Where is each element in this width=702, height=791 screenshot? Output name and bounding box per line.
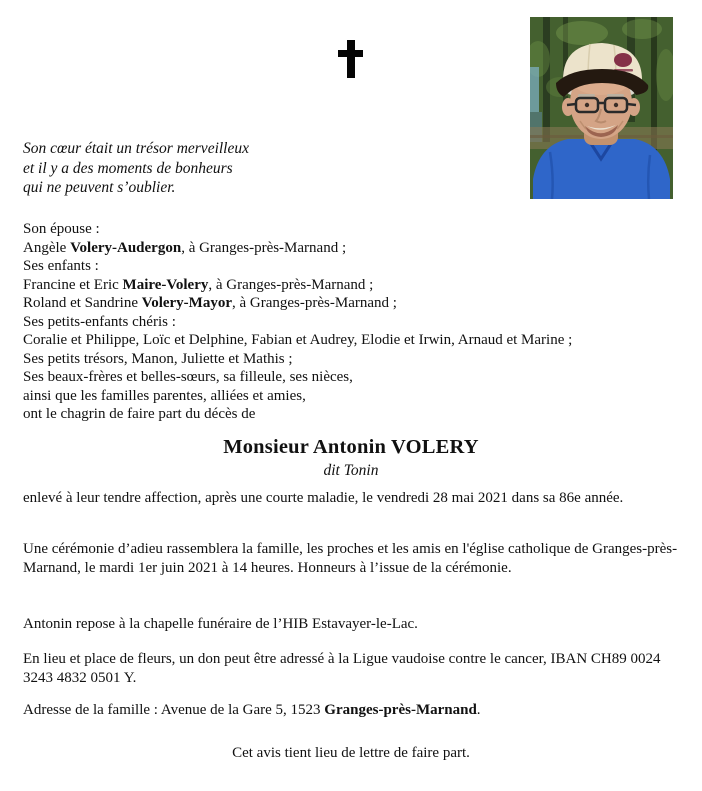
cross-icon [338, 40, 363, 78]
deceased-name-block [0, 436, 702, 480]
portrait-photo-svg [530, 17, 673, 199]
epigraph-line: Son cœur était un trésor merveilleux [23, 140, 249, 157]
repose-details: Antonin repose à la chapelle funéraire de l’HIB Estavayer-le-Lac. [23, 616, 418, 632]
deceased-nickname: dit Tonin [323, 462, 379, 479]
epigraph [23, 139, 249, 198]
family-line: Francine et Eric Maire-Volery, à Granges-près-Marnand ; [23, 276, 374, 293]
donation-details: En lieu et place de fleurs, un don peut être adressé à la Ligue vaudoise contre le cancer, IBAN CH89 0024 3243 4832 0501 Y. [23, 651, 661, 686]
family-line: Ses petits-enfants chéris : [23, 313, 176, 330]
deceased-name: Monsieur Antonin VOLERY [223, 436, 479, 458]
cross-horizontal-bar [338, 50, 363, 57]
ceremony-details: Une cérémonie d’adieu rassemblera la famille, les proches et les amis en l'église catholique de Granges-près-Marnand, le mardi 1er juin 2021 à 14 heures. Honneurs à l’issue de la cérémonie. [23, 541, 678, 576]
family-line: Ses enfants : [23, 258, 99, 274]
family-line: Son épouse : [23, 221, 100, 237]
epigraph-line: et il y a des moments de bonheurs [23, 159, 233, 177]
family-line: ainsi que les familles parentes, alliées et amies, [23, 387, 306, 404]
family-line: Ses petits trésors, Manon, Juliette et Mathis ; [23, 350, 293, 367]
family-line: Roland et Sandrine Volery-Mayor, à Granges-près-Marnand ; [23, 295, 397, 311]
closing-note: Cet avis tient lieu de lettre de faire part. [232, 745, 470, 761]
family-line: Angèle Volery-Audergon, à Granges-près-Marnand ; [23, 239, 347, 256]
family-line: Ses beaux-frères et belles-sœurs, sa filleule, ses nièces, [23, 369, 353, 385]
death-details: enlevé à leur tendre affection, après une courte maladie, le vendredi 28 mai 2021 dans sa 86e année. [23, 490, 624, 506]
family-line: Coralie et Philippe, Loïc et Delphine, Fabian et Audrey, Elodie et Irwin, Arnaud et Marine ; [23, 332, 573, 348]
family-line: ont le chagrin de faire part du décès de [23, 406, 256, 422]
family-announcement [23, 220, 572, 424]
epigraph-line: qui ne peuvent s’oublier. [23, 179, 176, 197]
portrait-photo [530, 17, 673, 199]
cross-vertical-bar [347, 40, 355, 78]
family-address: Adresse de la famille : Avenue de la Gare 5, 1523 Granges-près-Marnand. [23, 702, 481, 718]
